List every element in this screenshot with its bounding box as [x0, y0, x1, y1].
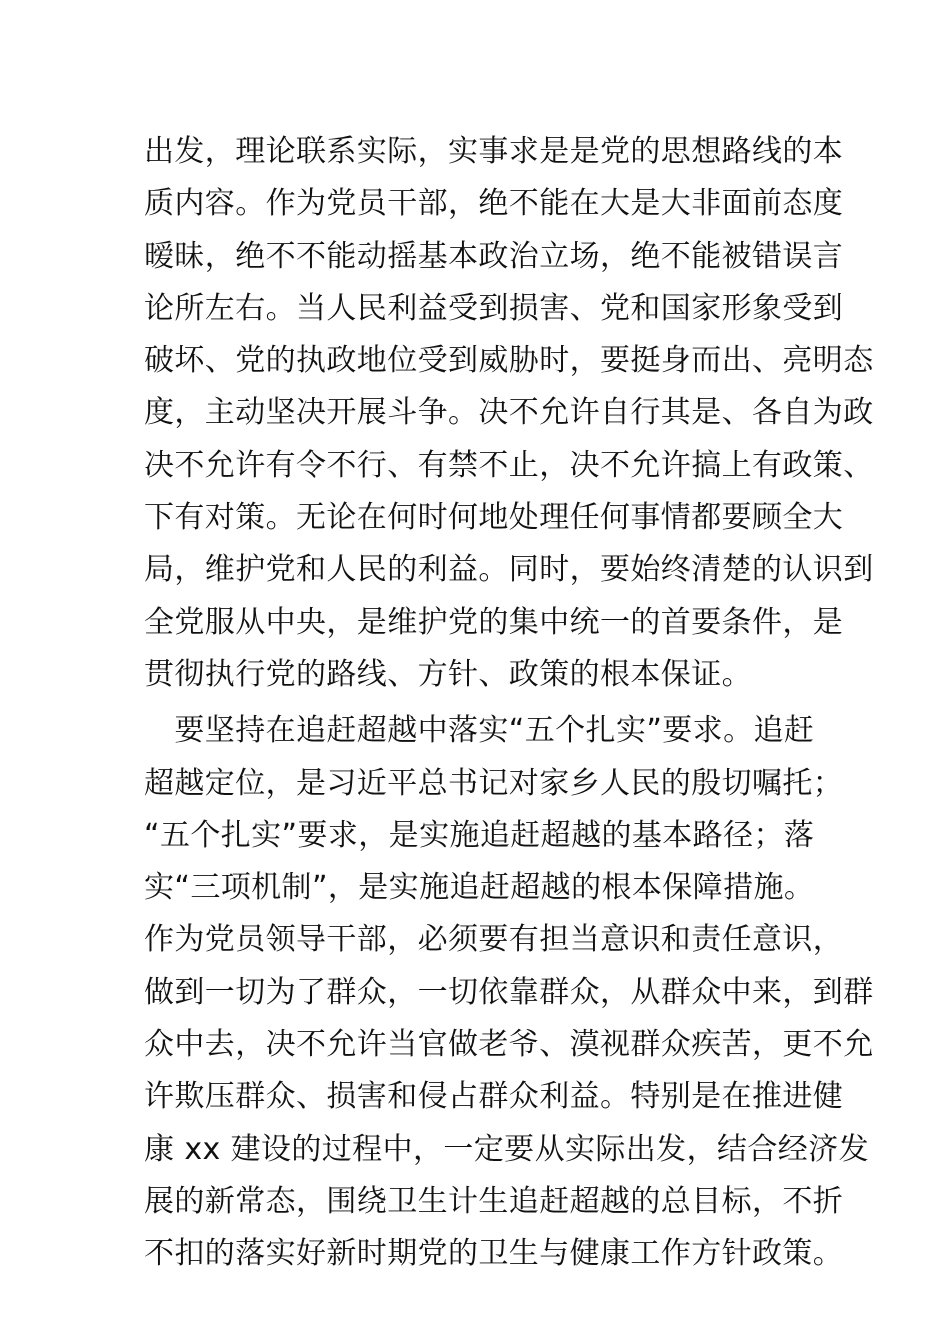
text-line: 不扣的落实好新时期党的卫生与健康工作方针政策。 — [144, 1236, 844, 1272]
text-line: 作为党员领导干部，必须要有担当意识和责任意识， — [144, 922, 844, 958]
paragraph-1 — [144, 126, 874, 701]
text-line: 下有对策。无论在何时何地处理任何事情都要顾全大 — [144, 500, 844, 536]
document-body — [144, 126, 874, 1281]
paragraph-2 — [144, 705, 874, 1280]
text-line: 众中去，决不允许当官做老爷、漠视群众疾苦，更不允 — [144, 1027, 874, 1063]
text-line: 局，维护党和人民的利益。同时，要始终清楚的认识到 — [144, 552, 874, 588]
text-line: 度，主动坚决开展斗争。决不允许自行其是、各自为政 — [144, 395, 874, 431]
text-line: 质内容。作为党员干部，绝不能在大是大非面前态度 — [144, 186, 844, 222]
text-line: 要坚持在追赶超越中落实“五个扎实”要求。追赶 — [144, 713, 815, 749]
text-line: 全党服从中央，是维护党的集中统一的首要条件，是 — [144, 604, 844, 640]
text-line: 出发，理论联系实际，实事求是是党的思想路线的本 — [144, 134, 844, 169]
text-line: 实“三项机制”，是实施追赶超越的根本保障措施。 — [144, 870, 815, 906]
text-line: 做到一切为了群众，一切依靠群众，从群众中来，到群 — [144, 974, 874, 1010]
text-line: 破坏、党的执政地位受到威胁时，要挺身而出、亮明态 — [144, 343, 874, 379]
text-line: “五个扎实”要求，是实施追赶超越的基本路径；落 — [144, 817, 815, 853]
text-line: 论所左右。当人民利益受到损害、党和国家形象受到 — [144, 290, 844, 326]
text-line: 超越定位，是习近平总书记对家乡人民的殷切嘱托； — [144, 765, 844, 801]
text-line: 展的新常态，围绕卫生计生追赶超越的总目标，不折 — [144, 1183, 844, 1219]
text-line: 贯彻执行党的路线、方针、政策的根本保证。 — [144, 656, 752, 692]
text-line: 许欺压群众、损害和侵占群众利益。特别是在推进健 — [144, 1079, 844, 1115]
text-line: 决不允许有令不行、有禁不止，决不允许搞上有政策、 — [144, 447, 874, 483]
text-line: 暧昧，绝不不能动摇基本政治立场，绝不能被错误言 — [144, 238, 844, 274]
text-line: 康 xx 建设的过程中，一定要从实际出发，结合经济发 — [144, 1131, 869, 1167]
